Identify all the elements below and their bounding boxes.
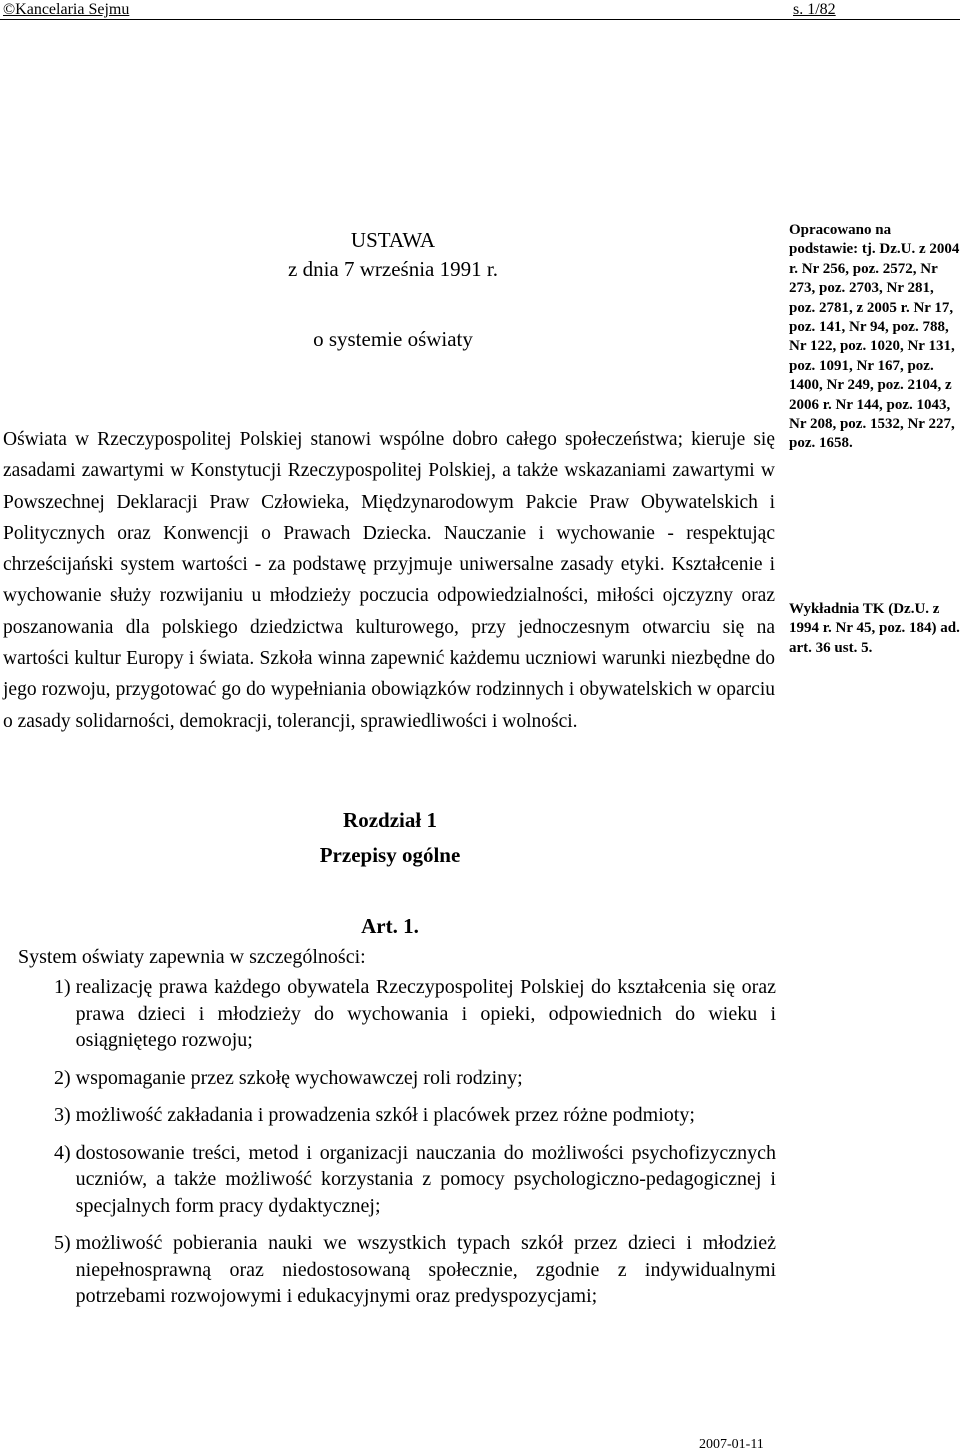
article-label: Art. 1.: [361, 914, 419, 938]
item-text: dostosowanie treści, metod i organizacji nauczania do możliwości psychofizycznych uczniów, a także możliwość korzystania z pomocy psychologiczno-pedagogicznej i specjalnych form pracy dydaktycznej;: [75, 1141, 776, 1217]
article-points: [54, 974, 776, 1321]
footer-date: 2007-01-11: [699, 1437, 764, 1452]
list-item: [54, 1102, 776, 1129]
preamble: Oświata w Rzeczypospolitej Polskiej stanowi wspólne dobro całego społeczeństwa; kieruje się zasadami zawartymi w Konstytucji Rzeczypospolitej Polskiej, a także wskazaniami zawartymi w Powszechnej Deklaracji Praw Człowieka, Międzynarodowym Pakcie Praw Obywatelskich i Politycznych oraz Konwencji o Prawach Dziecka. Nauczanie i wychowanie - respektując chrześcijański system wartości - za podstawę przyjmuje uniwersalne zasady etyki. Kształcenie i wychowanie służy rozwijaniu u młodzieży poczucia odpowiedzialności, miłości ojczyzny oraz poszanowania dla polskiego dziedzictwa kulturowego, przy jednoczesnym otwarciu się na wartości kultur Europy i świata. Szkoła winna zapewnić każdemu uczniowi warunki niezbędne do jego rozwoju, przygotować go do wypełniania obowiązków rodzinnych i obywatelskich w oparciu o zasady solidarności, demokracji, tolerancji, sprawiedliwości i wolności.: [3, 429, 775, 732]
item-number: 5): [54, 1232, 76, 1254]
list-item: [54, 1140, 776, 1220]
item-text: realizację prawa każdego obywatela Rzeczypospolitej Polskiej do kształcenia się oraz prawa dzieci i młodzieży do wychowania i opieki, odpowiednich do wieku i osiągniętego rozwoju;: [75, 976, 776, 1051]
act-title: USTAWA: [350, 228, 436, 252]
chapter-title: Przepisy ogólne: [319, 843, 461, 867]
item-text: możliwość zakładania i prowadzenia szkół i placówek przez różne podmioty;: [75, 1104, 695, 1126]
item-text: możliwość pobierania nauki we wszystkich typach szkół przez dzieci i młodzież niepełnosprawną oraz niedostosowaną społecznie, zgodnie z indywidualnymi potrzebami rozwojowymi i edukacyjnymi oraz predyspozycjami;: [75, 1232, 776, 1307]
header-rule: [0, 19, 960, 20]
list-item: [54, 1230, 776, 1310]
tk-note: Wykładnia TK (Dz.U. z 1994 r. Nr 45, poz. 184) ad. art. 36 ust. 5.: [789, 601, 960, 656]
chapter-number: Rozdział 1: [343, 808, 437, 832]
page-number: s. 1/82: [793, 1, 836, 18]
item-text: wspomaganie przez szkołę wychowawczej roli rodziny;: [75, 1066, 523, 1089]
item-number: 2): [54, 1066, 76, 1089]
list-item: [54, 1065, 776, 1092]
header-source: ©Kancelaria Sejmu: [3, 1, 130, 18]
list-item: [54, 974, 776, 1054]
item-number: 1): [54, 976, 76, 998]
source-note: Opracowano na podstawie: tj. Dz.U. z 2004 r. Nr 256, poz. 2572, Nr 273, poz. 2703, Nr 281, poz. 2781, z 2005 r. Nr 17, poz. 141, Nr 94, poz. 788, Nr 122, poz. 1020, Nr 131, poz. 1091, Nr 167, poz. 1400, Nr 249, poz. 2104, z 2006 r. Nr 144, poz. 1043, Nr 208, poz. 1532, Nr 227, poz. 1658.: [789, 222, 960, 452]
act-subject: o systemie oświaty: [313, 327, 473, 351]
item-number: 4): [54, 1141, 76, 1164]
item-number: 3): [54, 1104, 76, 1126]
article-lead: System oświaty zapewnia w szczególności:: [18, 946, 366, 968]
act-date: z dnia 7 września 1991 r.: [288, 257, 498, 281]
